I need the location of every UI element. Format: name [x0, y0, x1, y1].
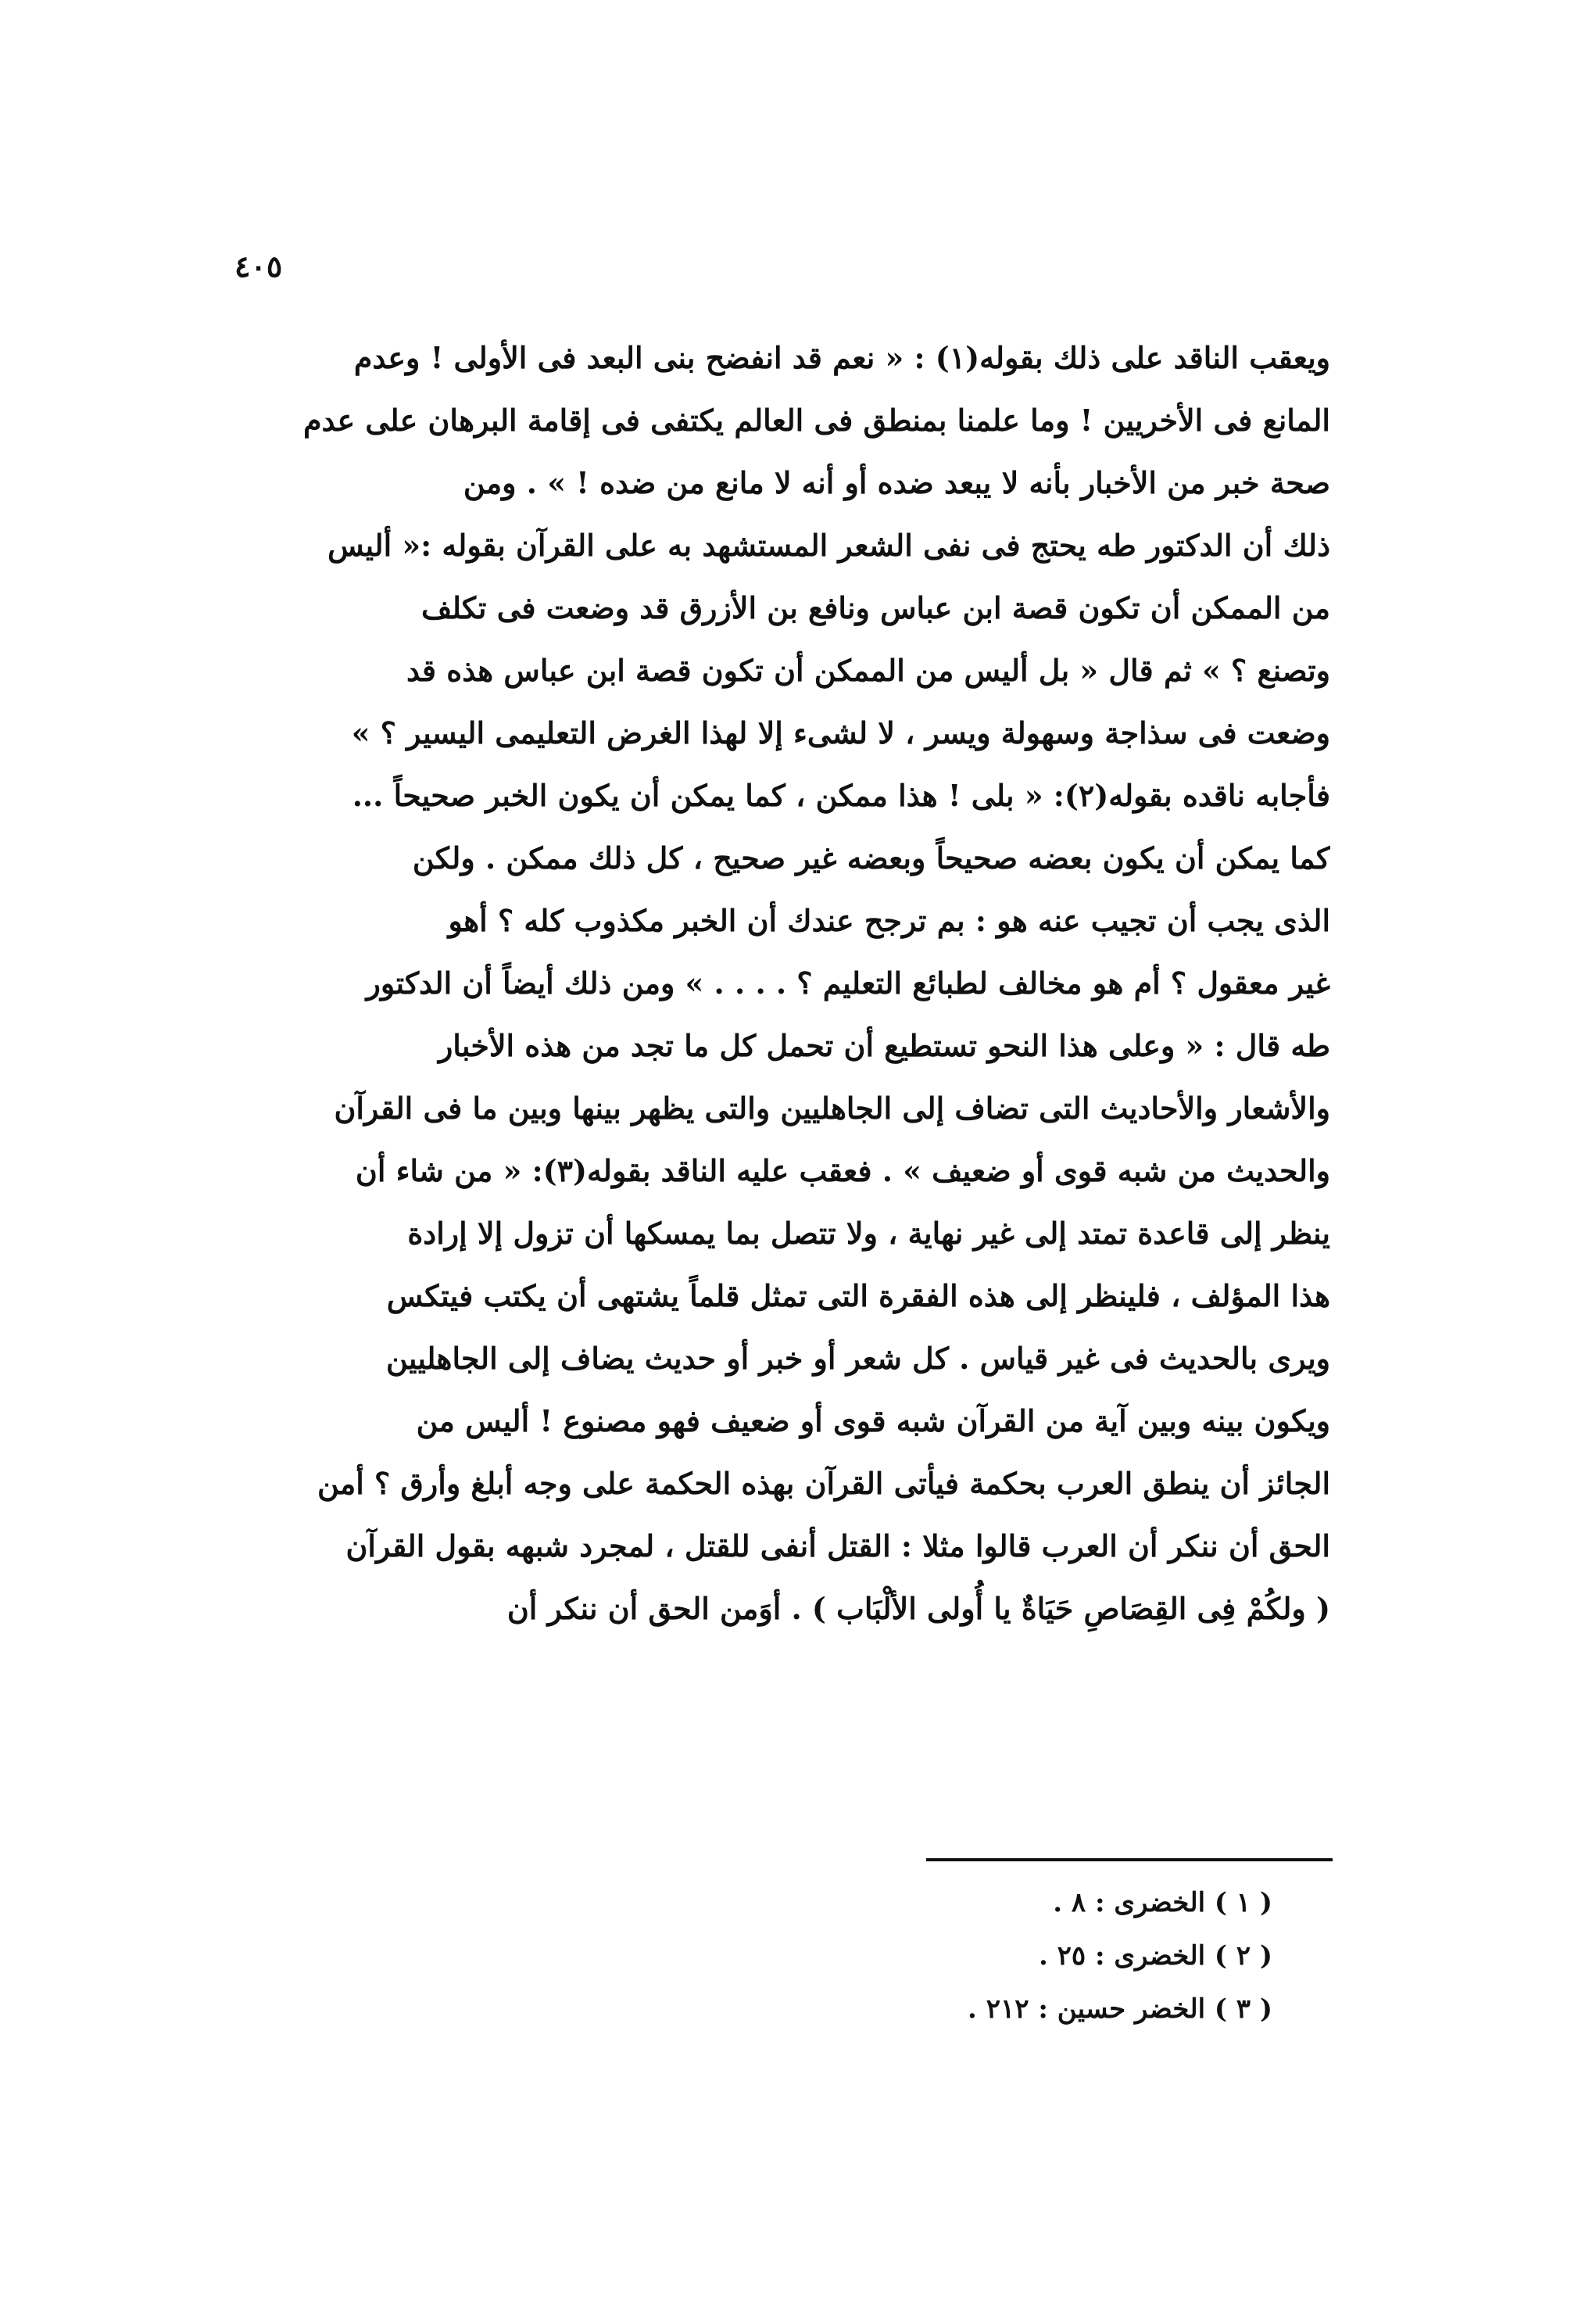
body-text [275, 327, 1330, 1640]
text-line: ( ولكُمْ فِى القِصَاصِ حَيَاةٌ يا أُولى الألْبَاب ) . أوَمن الحق أن ننكر أن [506, 1591, 1330, 1626]
text-line: هذا المؤلف ، فلينظر إلى هذه الفقرة التى تمثل قلماً يشتهى أن يكتب فيتكس [386, 1278, 1330, 1313]
text-line: ذلك أن الدكتور طه يحتج فى نفى الشعر المستشهد به على القرآن بقوله :« أليس [327, 528, 1330, 563]
text-line: ويكون بينه وبين آية من القرآن شبه قوى أو ضعيف فهو مصنوع ! أليس من [416, 1403, 1330, 1438]
text-line: والحديث من شبه قوى أو ضعيف » . فعقب عليه الناقد بقوله(٣): « من شاء أن [355, 1153, 1330, 1188]
footnote: ( ٢ ) الخضرى : ٢٥ . [1038, 1940, 1272, 1972]
text-line: صحة خبر من الأخبار بأنه لا يبعد ضده أو أنه لا مانع من ضده ! » . ومن [463, 465, 1330, 500]
footnote-divider [926, 1858, 1333, 1861]
text-line: طه قال : « وعلى هذا النحو تستطيع أن تحمل كل ما تجد من هذه الأخبار [438, 1028, 1330, 1063]
footnotes [703, 1876, 1272, 2036]
text-line: ويرى بالحديث فى غير قياس . كل شعر أو خبر أو حديث يضاف إلى الجاهليين [385, 1341, 1330, 1376]
footnote: ( ١ ) الخضرى : ٨ . [1053, 1887, 1272, 1918]
text-line: الجائز أن ينطق العرب بحكمة فيأتى القرآن بهذه الحكمة على وجه أبلغ وأرق ؟ أمن [317, 1466, 1330, 1501]
text-line: ويعقب الناقد على ذلك بقوله(١) : « نعم قد انفضح بنى البعد فى الأولى ! وعدم [353, 340, 1330, 375]
text-line: من الممكن أن تكون قصة ابن عباس ونافع بن الأزرق قد وضعت فى تكلف [421, 590, 1330, 625]
text-line: ينظر إلى قاعدة تمتد إلى غير نهاية ، ولا تتصل بما يمسكها أن تزول إلا إرادة [407, 1216, 1330, 1251]
text-line: غير معقول ؟ أم هو مخالف لطبائع التعليم ؟ . . . . » ومن ذلك أيضاً أن الدكتور [366, 965, 1330, 1001]
text-line: والأشعار والأحاديث التى تضاف إلى الجاهليين والتى يظهر بينها وبين ما فى القرآن [334, 1091, 1330, 1126]
text-line: كما يمكن أن يكون بعضه صحيحاً وبعضه غير صحيح ، كل ذلك ممكن . ولكن [412, 840, 1330, 876]
text-line: فأجابه ناقده بقوله(٢): « بلى ! هذا ممكن ، كما يمكن أن يكون الخبر صحيحاً ... [352, 778, 1330, 813]
footnote: ( ٣ ) الخضر حسين : ٢١٢ . [968, 1993, 1272, 2025]
text-line: وضعت فى سذاجة وسهولة ويسر ، لا لشىء إلا لهذا الغرض التعليمى اليسير ؟ » [351, 715, 1330, 750]
text-line: الذى يجب أن تجيب عنه هو : بم ترجح عندك أن الخبر مكذوب كله ؟ أهو [448, 903, 1330, 938]
text-line: المانع فى الأخريين ! وما علمنا بمنطق فى العالم يكتفى فى إقامة البرهان على عدم [302, 403, 1330, 438]
text-line: الحق أن ننكر أن العرب قالوا مثلا : القتل أنفى للقتل ، لمجرد شبهه بقول القرآن [345, 1528, 1330, 1563]
page-number: ٤٠٥ [234, 249, 283, 284]
text-line: وتصنع ؟ » ثم قال « بل أليس من الممكن أن تكون قصة ابن عباس هذه قد [406, 653, 1330, 688]
